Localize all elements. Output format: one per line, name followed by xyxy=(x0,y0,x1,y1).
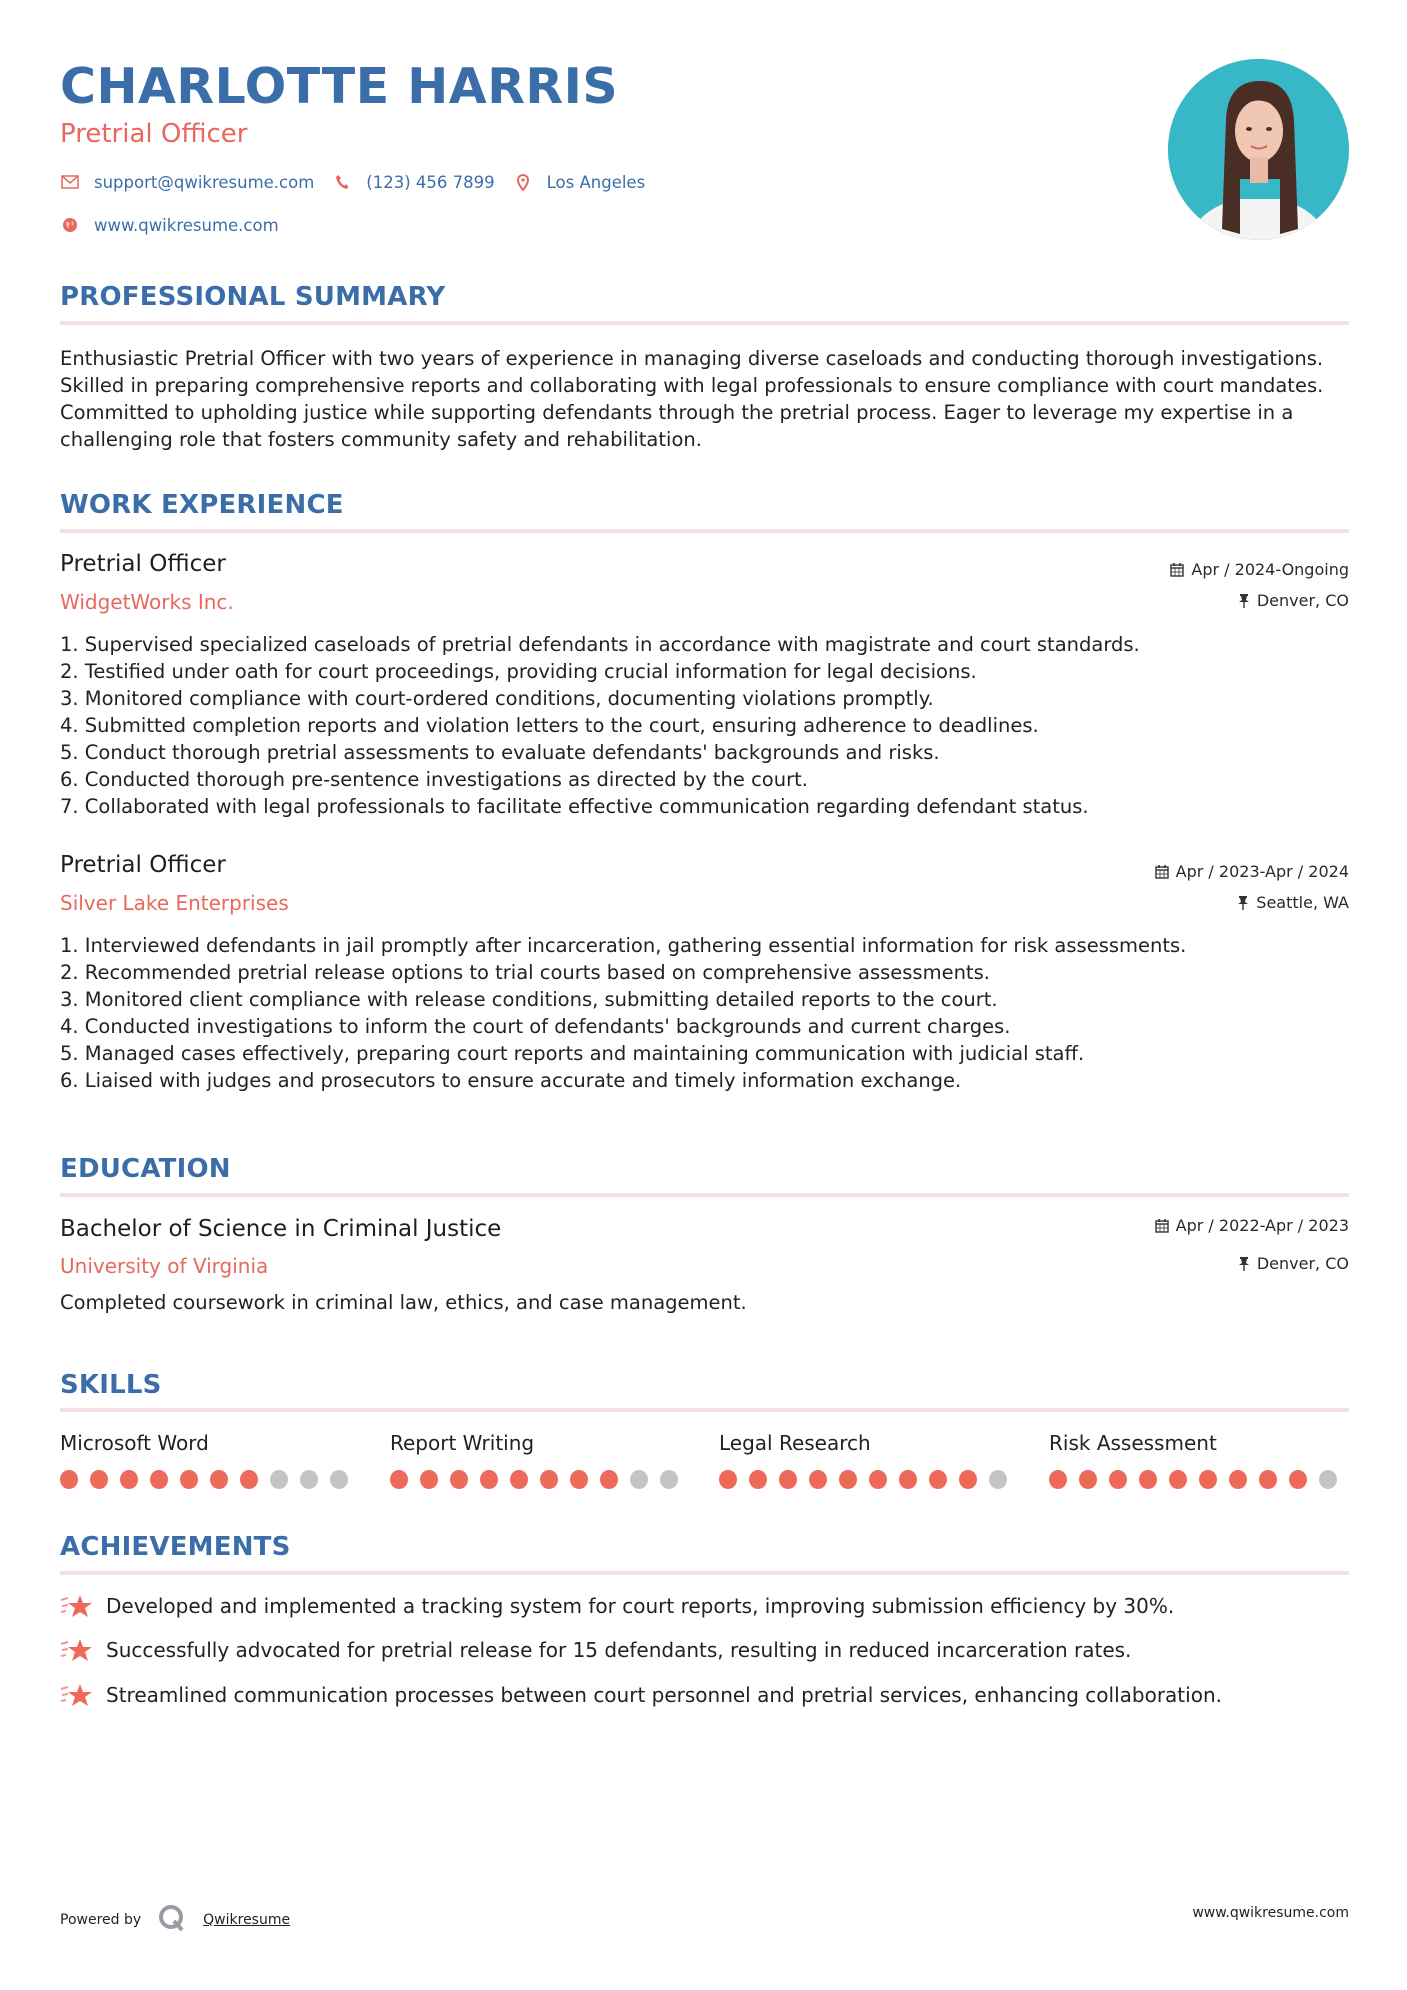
rating-dot-filled xyxy=(180,1470,198,1489)
rating-dot-filled xyxy=(1259,1470,1277,1489)
job-location xyxy=(1237,893,1349,912)
contact-row-2 xyxy=(60,215,297,235)
location-text: Los Angeles xyxy=(546,172,646,192)
rating-dot-filled xyxy=(1139,1470,1157,1489)
list-item: 1. Interviewed defendants in jail promptly after incarceration, gathering essential information for risk assessments. xyxy=(60,934,1187,957)
location-text: Denver, CO xyxy=(1256,1254,1349,1273)
rating-dot-filled xyxy=(420,1470,438,1489)
job-title: Pretrial Officer xyxy=(60,852,226,878)
rating-dot-empty xyxy=(989,1470,1007,1489)
skill-rating xyxy=(390,1470,690,1489)
achievement-text: Successfully advocated for pretrial release for 15 defendants, resulting in reduced incarceration rates. xyxy=(106,1638,1132,1662)
rating-dot-filled xyxy=(1169,1470,1187,1489)
globe-icon xyxy=(60,215,80,235)
skill-legal-research xyxy=(719,1431,1019,1489)
company-name: Silver Lake Enterprises xyxy=(60,891,289,915)
dates-text: Apr / 2022-Apr / 2023 xyxy=(1175,1216,1349,1235)
skill-name: Report Writing xyxy=(390,1431,535,1455)
achievement-item xyxy=(60,1636,1131,1664)
degree-title: Bachelor of Science in Criminal Justice xyxy=(60,1216,502,1242)
job-dates xyxy=(1155,862,1349,881)
list-item: 7. Collaborated with legal professionals to facilitate effective communication regarding defendant status. xyxy=(60,795,1089,818)
rating-dot-filled xyxy=(1049,1470,1067,1489)
candidate-role: Pretrial Officer xyxy=(60,119,248,149)
shooting-star-icon xyxy=(60,1636,94,1664)
qwikresume-link[interactable]: Qwikresume xyxy=(203,1912,291,1928)
calendar-icon xyxy=(1155,1218,1169,1233)
rating-dot-filled xyxy=(1229,1470,1247,1489)
list-item: 4. Conducted investigations to inform the court of defendants' backgrounds and current charges. xyxy=(60,1015,1011,1038)
achievement-item xyxy=(60,1681,1222,1709)
rating-dot-filled xyxy=(899,1470,917,1489)
summary-text: Enthusiastic Pretrial Officer with two years of experience in managing diverse caseloads and conducting thorough investigations. Skilled in preparing comprehensive reports and collaborating with legal professionals to ensure compliance with court mandates. Committed to upholding justice while supporting defendants through the pretrial process. Eager to leverage my expertise in a challenging role that fosters community safety and rehabilitation. xyxy=(60,347,1324,451)
rating-dot-filled xyxy=(510,1470,528,1489)
pushpin-icon xyxy=(1238,1256,1250,1271)
rating-dot-filled xyxy=(210,1470,228,1489)
qwikresume-logo-icon xyxy=(157,1903,187,1937)
rating-dot-empty xyxy=(630,1470,648,1489)
list-item: 2. Testified under oath for court proceedings, providing crucial information for legal decisions. xyxy=(60,660,977,683)
rating-dot-filled xyxy=(450,1470,468,1489)
phone-icon xyxy=(332,172,352,192)
rating-dot-filled xyxy=(60,1470,78,1489)
calendar-icon xyxy=(1155,864,1169,879)
map-pin-icon xyxy=(513,172,533,192)
email-text: support@qwikresume.com xyxy=(94,172,315,192)
contact-row xyxy=(60,172,663,192)
skill-name: Legal Research xyxy=(719,1431,871,1455)
job-dates xyxy=(1170,560,1349,579)
achievements-heading: ACHIEVEMENTS xyxy=(60,1532,291,1562)
education-description: Completed coursework in criminal law, ethics, and case management. xyxy=(60,1291,747,1314)
rating-dot-filled xyxy=(839,1470,857,1489)
achievement-text: Developed and implemented a tracking system for court reports, improving submission efficiency by 30%. xyxy=(106,1594,1175,1618)
education-dates xyxy=(1155,1216,1349,1235)
list-item: 6. Conducted thorough pre-sentence investigations as directed by the court. xyxy=(60,768,808,791)
job-location xyxy=(1238,591,1349,610)
rating-dot-filled xyxy=(120,1470,138,1489)
phone-text: (123) 456 7899 xyxy=(366,172,495,192)
pushpin-icon xyxy=(1238,593,1250,608)
contact-email[interactable] xyxy=(60,172,314,192)
rating-dot-filled xyxy=(929,1470,947,1489)
rating-dot-filled xyxy=(779,1470,797,1489)
rating-dot-filled xyxy=(240,1470,258,1489)
skill-risk-assessment xyxy=(1049,1431,1349,1489)
rating-dot-filled xyxy=(869,1470,887,1489)
skills-divider xyxy=(60,1408,1349,1412)
footer-url[interactable]: www.qwikresume.com xyxy=(1192,1905,1349,1921)
skill-rating xyxy=(1049,1470,1349,1489)
pushpin-icon xyxy=(1237,895,1249,910)
list-item: 1. Supervised specialized caseloads of pretrial defendants in accordance with magistrate and court standards. xyxy=(60,633,1140,656)
contact-phone[interactable] xyxy=(332,172,494,192)
school-name: University of Virginia xyxy=(60,1254,269,1278)
rating-dot-empty xyxy=(660,1470,678,1489)
job-bullets xyxy=(60,932,1349,1094)
summary-heading: PROFESSIONAL SUMMARY xyxy=(60,282,446,312)
skill-microsoft-word xyxy=(60,1431,360,1489)
list-item: 3. Monitored client compliance with release conditions, submitting detailed reports to the court. xyxy=(60,988,998,1011)
rating-dot-filled xyxy=(719,1470,737,1489)
job-bullets xyxy=(60,631,1349,820)
rating-dot-filled xyxy=(90,1470,108,1489)
rating-dot-filled xyxy=(1199,1470,1217,1489)
rating-dot-filled xyxy=(150,1470,168,1489)
skills-heading: SKILLS xyxy=(60,1370,162,1400)
rating-dot-empty xyxy=(300,1470,318,1489)
rating-dot-filled xyxy=(540,1470,558,1489)
skill-rating xyxy=(60,1470,360,1489)
list-item: 3. Monitored compliance with court-ordered conditions, documenting violations promptly. xyxy=(60,687,934,710)
powered-by-label: Powered by xyxy=(60,1912,142,1928)
rating-dot-filled xyxy=(809,1470,827,1489)
rating-dot-empty xyxy=(330,1470,348,1489)
skill-rating xyxy=(719,1470,1019,1489)
achievement-text: Streamlined communication processes between court personnel and pretrial services, enhancing collaboration. xyxy=(106,1683,1222,1707)
dates-text: Apr / 2024-Ongoing xyxy=(1191,560,1349,579)
rating-dot-filled xyxy=(390,1470,408,1489)
list-item: 2. Recommended pretrial release options to trial courts based on comprehensive assessments. xyxy=(60,961,990,984)
rating-dot-filled xyxy=(749,1470,767,1489)
achievement-item xyxy=(60,1592,1174,1620)
education-heading: EDUCATION xyxy=(60,1154,231,1184)
contact-location xyxy=(513,172,646,192)
job-title: Pretrial Officer xyxy=(60,551,226,577)
skill-name: Risk Assessment xyxy=(1049,1431,1217,1455)
rating-dot-filled xyxy=(1289,1470,1307,1489)
rating-dot-filled xyxy=(959,1470,977,1489)
list-item: 6. Liaised with judges and prosecutors to ensure accurate and timely information exchange. xyxy=(60,1069,962,1092)
shooting-star-icon xyxy=(60,1592,94,1620)
achievements-divider xyxy=(60,1571,1349,1575)
location-text: Seattle, WA xyxy=(1256,893,1349,912)
skill-name: Microsoft Word xyxy=(60,1431,209,1455)
location-text: Denver, CO xyxy=(1256,591,1349,610)
contact-website[interactable] xyxy=(60,215,279,235)
rating-dot-empty xyxy=(270,1470,288,1489)
rating-dot-filled xyxy=(1079,1470,1097,1489)
candidate-name: CHARLOTTE HARRIS xyxy=(60,58,619,115)
avatar xyxy=(1168,59,1349,240)
footer-powered-by xyxy=(60,1903,290,1937)
rating-dot-filled xyxy=(600,1470,618,1489)
education-location xyxy=(1238,1254,1349,1273)
envelope-icon xyxy=(60,172,80,192)
experience-heading: WORK EXPERIENCE xyxy=(60,490,344,520)
calendar-icon xyxy=(1170,562,1184,577)
experience-divider xyxy=(60,529,1349,533)
website-text: www.qwikresume.com xyxy=(94,215,279,235)
rating-dot-empty xyxy=(1319,1470,1337,1489)
rating-dot-filled xyxy=(1109,1470,1127,1489)
summary-divider xyxy=(60,321,1349,325)
list-item: 4. Submitted completion reports and violation letters to the court, ensuring adherence to deadlines. xyxy=(60,714,1039,737)
list-item: 5. Conduct thorough pretrial assessments to evaluate defendants' backgrounds and risks. xyxy=(60,741,940,764)
shooting-star-icon xyxy=(60,1681,94,1709)
skill-report-writing xyxy=(390,1431,690,1489)
dates-text: Apr / 2023-Apr / 2024 xyxy=(1175,862,1349,881)
rating-dot-filled xyxy=(570,1470,588,1489)
list-item: 5. Managed cases effectively, preparing court reports and maintaining communication with judicial staff. xyxy=(60,1042,1085,1065)
rating-dot-filled xyxy=(480,1470,498,1489)
education-divider xyxy=(60,1193,1349,1197)
company-name: WidgetWorks Inc. xyxy=(60,590,234,614)
